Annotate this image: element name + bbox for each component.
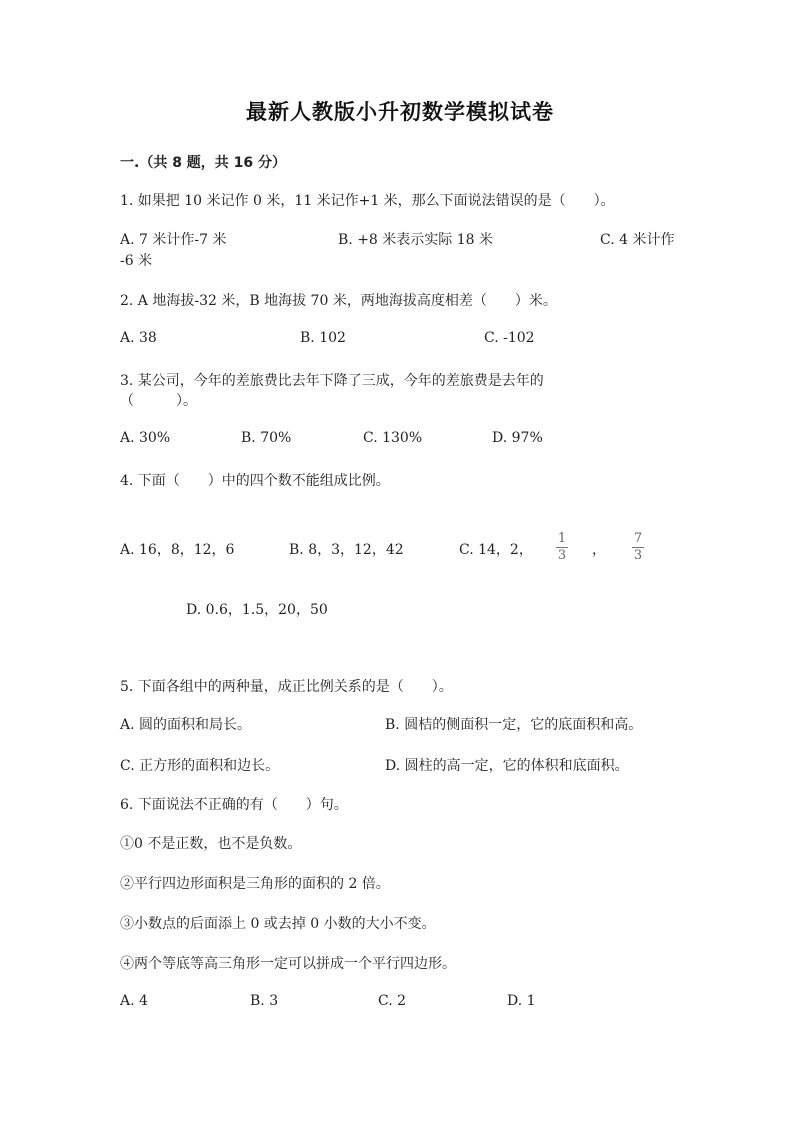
q4-option-a: A. 16，8，12，6 bbox=[120, 542, 235, 558]
q5-option-a: A. 圆的面积和局长。 bbox=[120, 717, 252, 733]
q5-option-c: C. 正方形的面积和边长。 bbox=[120, 758, 280, 774]
question-5-stem: 5. 下面各组中的两种量，成正比例关系的是（ ）。 bbox=[120, 679, 453, 695]
question-1-stem: 1. 如果把 10 米记作 0 米，11 米记作+1 米，那么下面说法错误的是（ ）。 bbox=[120, 193, 615, 209]
question-6-stem: 6. 下面说法不正确的有（ ）句。 bbox=[120, 797, 348, 813]
q6-statement-3: ③小数点的后面添上 0 或去掉 0 小数的大小不变。 bbox=[120, 916, 436, 932]
q3-option-a: A. 30% bbox=[120, 430, 171, 446]
fraction-denominator: 3 bbox=[557, 548, 567, 563]
q6-option-c: C. 2 bbox=[378, 993, 407, 1009]
q4-fraction-one-third bbox=[556, 532, 568, 563]
q4-option-c: C. 14，2， bbox=[459, 542, 533, 558]
q4-fraction-seven-thirds bbox=[632, 532, 644, 563]
q3-option-b: B. 70% bbox=[241, 430, 292, 446]
q6-option-a: A. 4 bbox=[120, 993, 148, 1009]
page-title: 最新人教版小升初数学模拟试卷 bbox=[246, 100, 554, 124]
q6-statement-2: ②平行四边形面积是三角形的面积的 2 倍。 bbox=[120, 876, 390, 892]
q1-option-a: A. 7 米计作-7 米 bbox=[120, 232, 227, 248]
q3-option-c: C. 130% bbox=[363, 430, 423, 446]
q3-option-d: D. 97% bbox=[492, 430, 543, 446]
question-4-stem: 4. 下面（ ）中的四个数不能组成比例。 bbox=[120, 473, 390, 489]
question-3-stem-continued: （ ）。 bbox=[120, 393, 197, 409]
fraction-numerator: 1 bbox=[557, 531, 567, 546]
question-3-stem: 3. 某公司，今年的差旅费比去年下降了三成，今年的差旅费是去年的 bbox=[120, 373, 544, 389]
fraction-numerator: 7 bbox=[633, 531, 643, 546]
q1-option-b: B. +8 米表示实际 18 米 bbox=[338, 232, 493, 248]
q4-separator: ， bbox=[592, 542, 606, 558]
q4-option-b: B. 8，3，12，42 bbox=[289, 542, 404, 558]
q2-option-a: A. 38 bbox=[120, 330, 157, 346]
q5-option-d: D. 圆柱的高一定，它的体积和底面积。 bbox=[385, 758, 629, 774]
q2-option-b: B. 102 bbox=[300, 330, 346, 346]
q5-option-b: B. 圆桔的侧面积一定，它的底面积和高。 bbox=[385, 717, 643, 733]
q2-option-c: C. -102 bbox=[484, 330, 535, 346]
q1-option-c-continued: -6 米 bbox=[120, 253, 153, 269]
fraction-denominator: 3 bbox=[633, 548, 643, 563]
q1-option-c: C. 4 米计作 bbox=[600, 232, 675, 248]
q6-option-b: B. 3 bbox=[250, 993, 279, 1009]
section-heading: 一.（共 8 题，共 16 分） bbox=[120, 155, 287, 171]
q6-statement-4: ④两个等底等高三角形一定可以拼成一个平行四边形。 bbox=[120, 956, 456, 972]
q6-option-d: D. 1 bbox=[507, 993, 536, 1009]
q6-statement-1: ①0 不是正数，也不是负数。 bbox=[120, 836, 302, 852]
q4-option-d: D. 0.6，1.5，20，50 bbox=[186, 602, 328, 618]
question-2-stem: 2. A 地海拔-32 米，B 地海拔 70 米，两地海拔高度相差（ ）米。 bbox=[120, 293, 557, 309]
